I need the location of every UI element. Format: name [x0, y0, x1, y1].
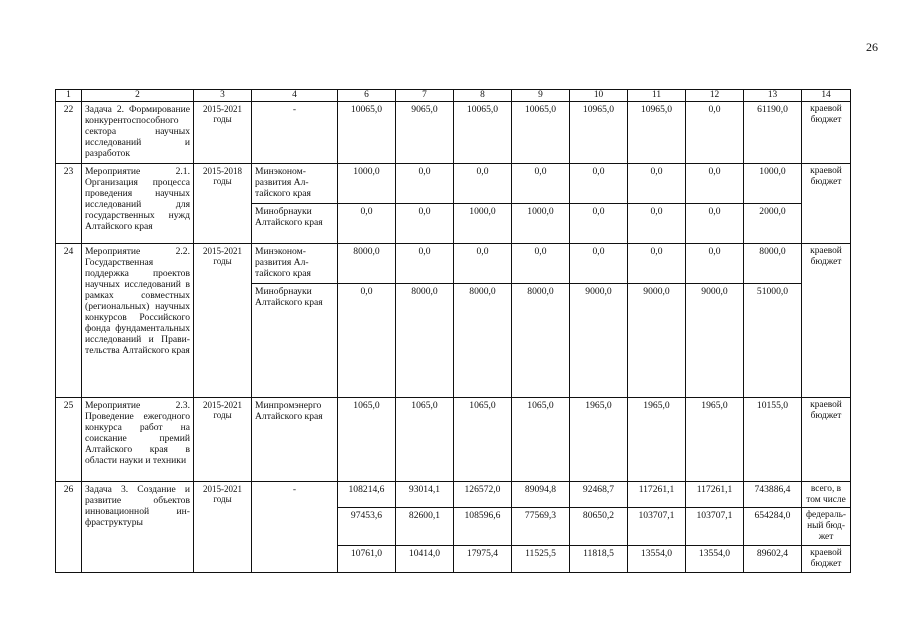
value-cell: 0,0 — [338, 203, 396, 243]
value-cell: 17975,4 — [454, 546, 512, 573]
header-cell: 13 — [744, 90, 802, 102]
table-row-23 — [56, 163, 851, 203]
value-cell: 1000,0 — [338, 163, 396, 203]
value-cell: 0,0 — [338, 283, 396, 397]
row-number: 25 — [56, 397, 82, 481]
value-cell: 10414,0 — [396, 546, 454, 573]
value-cell: 0,0 — [628, 203, 686, 243]
row-years: 2015-2021 годы — [194, 243, 252, 397]
header-cell: 6 — [338, 90, 396, 102]
value-cell: 11525,5 — [512, 546, 570, 573]
value-cell: 13554,0 — [628, 546, 686, 573]
value-cell: 1965,0 — [628, 397, 686, 481]
row-name: Мероприятие 2.1. Организация процесса проведения научных исследований для государственных нужд Алтайского края — [82, 163, 194, 243]
value-cell: 92468,7 — [570, 481, 628, 508]
budget-table — [55, 89, 851, 573]
row-executor: Минэкономразвития Алтайского края — [252, 243, 338, 283]
row-executor: Минобрнауки Алтайского края — [252, 283, 338, 397]
value-cell: 117261,1 — [628, 481, 686, 508]
value-cell: 8000,0 — [512, 283, 570, 397]
row-executor: Минэкономразвития Алтайского края — [252, 163, 338, 203]
row-years: 2015-2021 годы — [194, 397, 252, 481]
value-cell: 0,0 — [512, 243, 570, 283]
value-cell: 108214,6 — [338, 481, 396, 508]
value-cell: 89602,4 — [744, 546, 802, 573]
value-cell: 1000,0 — [454, 203, 512, 243]
header-cell: 14 — [802, 90, 851, 102]
value-cell: 61190,0 — [744, 101, 802, 163]
value-cell: 1065,0 — [338, 397, 396, 481]
value-cell: 0,0 — [396, 163, 454, 203]
value-cell: 1965,0 — [570, 397, 628, 481]
row-years: 2015-2021 годы — [194, 101, 252, 163]
row-source: краевой бюджет — [802, 101, 851, 163]
value-cell: 51000,0 — [744, 283, 802, 397]
value-cell: 0,0 — [686, 101, 744, 163]
value-cell: 77569,3 — [512, 508, 570, 546]
row-number: 23 — [56, 163, 82, 243]
row-name: Мероприятие 2.3. Проведение ежегодного конкурса работ на соискание премий Алтайского края в области науки и техники — [82, 397, 194, 481]
row-source: всего, в том числе — [802, 481, 851, 508]
row-name: Задача 2. Формирование конкурентоспособного сектора научных исследований и разработок — [82, 101, 194, 163]
row-source: краевой бюджет — [802, 243, 851, 397]
row-executor: - — [252, 101, 338, 163]
value-cell: 9000,0 — [628, 283, 686, 397]
page-number: 26 — [866, 40, 878, 54]
value-cell: 1000,0 — [744, 163, 802, 203]
value-cell: 93014,1 — [396, 481, 454, 508]
value-cell: 11818,5 — [570, 546, 628, 573]
table-row-22 — [56, 101, 851, 163]
value-cell: 1065,0 — [396, 397, 454, 481]
value-cell: 8000,0 — [454, 283, 512, 397]
value-cell: 0,0 — [686, 163, 744, 203]
row-source: краевой бюджет — [802, 163, 851, 243]
value-cell: 0,0 — [396, 203, 454, 243]
value-cell: 0,0 — [686, 243, 744, 283]
header-cell: 8 — [454, 90, 512, 102]
value-cell: 8000,0 — [744, 243, 802, 283]
row-source: краевой бюджет — [802, 546, 851, 573]
header-cell: 12 — [686, 90, 744, 102]
value-cell: 8000,0 — [396, 283, 454, 397]
value-cell: 13554,0 — [686, 546, 744, 573]
table-row-26 — [56, 481, 851, 508]
header-row — [56, 90, 851, 102]
header-cell: 11 — [628, 90, 686, 102]
value-cell: 80650,2 — [570, 508, 628, 546]
value-cell: 10965,0 — [628, 101, 686, 163]
row-source: федеральный бюджет — [802, 508, 851, 546]
value-cell: 0,0 — [686, 203, 744, 243]
value-cell: 103707,1 — [686, 508, 744, 546]
header-cell: 7 — [396, 90, 454, 102]
value-cell: 9000,0 — [570, 283, 628, 397]
value-cell: 654284,0 — [744, 508, 802, 546]
row-executor: - — [252, 481, 338, 572]
value-cell: 89094,8 — [512, 481, 570, 508]
value-cell: 10065,0 — [454, 101, 512, 163]
value-cell: 2000,0 — [744, 203, 802, 243]
value-cell: 0,0 — [454, 243, 512, 283]
row-number: 22 — [56, 101, 82, 163]
value-cell: 97453,6 — [338, 508, 396, 546]
row-executor: Минобрнауки Алтайского края — [252, 203, 338, 243]
value-cell: 743886,4 — [744, 481, 802, 508]
row-name: Мероприятие 2.2. Государственная поддержка проектов научных исследований в рамках совместных (региональных) научных конкурсов Российского фонда фундаментальных исследований и Правительства Алтайского края — [82, 243, 194, 397]
value-cell: 10065,0 — [512, 101, 570, 163]
header-cell: 1 — [56, 90, 82, 102]
value-cell: 0,0 — [396, 243, 454, 283]
value-cell: 108596,6 — [454, 508, 512, 546]
value-cell: 9065,0 — [396, 101, 454, 163]
value-cell: 10965,0 — [570, 101, 628, 163]
value-cell: 103707,1 — [628, 508, 686, 546]
header-cell: 10 — [570, 90, 628, 102]
value-cell: 0,0 — [454, 163, 512, 203]
value-cell: 10155,0 — [744, 397, 802, 481]
value-cell: 82600,1 — [396, 508, 454, 546]
value-cell: 0,0 — [570, 163, 628, 203]
value-cell: 8000,0 — [338, 243, 396, 283]
header-cell: 9 — [512, 90, 570, 102]
header-cell: 4 — [252, 90, 338, 102]
value-cell: 0,0 — [628, 163, 686, 203]
value-cell: 0,0 — [570, 203, 628, 243]
value-cell: 10761,0 — [338, 546, 396, 573]
value-cell: 117261,1 — [686, 481, 744, 508]
value-cell: 126572,0 — [454, 481, 512, 508]
value-cell: 0,0 — [570, 243, 628, 283]
value-cell: 1065,0 — [454, 397, 512, 481]
table-row-24 — [56, 243, 851, 283]
table-row-25 — [56, 397, 851, 481]
value-cell: 1965,0 — [686, 397, 744, 481]
row-name: Задача 3. Создание и развитие объектов инновационной инфраструктуры — [82, 481, 194, 572]
value-cell: 9000,0 — [686, 283, 744, 397]
row-number: 26 — [56, 481, 82, 572]
value-cell: 1065,0 — [512, 397, 570, 481]
row-executor: Минпромэнерго Алтайского края — [252, 397, 338, 481]
value-cell: 0,0 — [512, 163, 570, 203]
value-cell: 10065,0 — [338, 101, 396, 163]
row-number: 24 — [56, 243, 82, 397]
row-source: краевой бюджет — [802, 397, 851, 481]
value-cell: 0,0 — [628, 243, 686, 283]
row-years: 2015-2021 годы — [194, 481, 252, 572]
value-cell: 1000,0 — [512, 203, 570, 243]
row-years: 2015-2018 годы — [194, 163, 252, 243]
header-cell: 2 — [82, 90, 194, 102]
header-cell: 3 — [194, 90, 252, 102]
